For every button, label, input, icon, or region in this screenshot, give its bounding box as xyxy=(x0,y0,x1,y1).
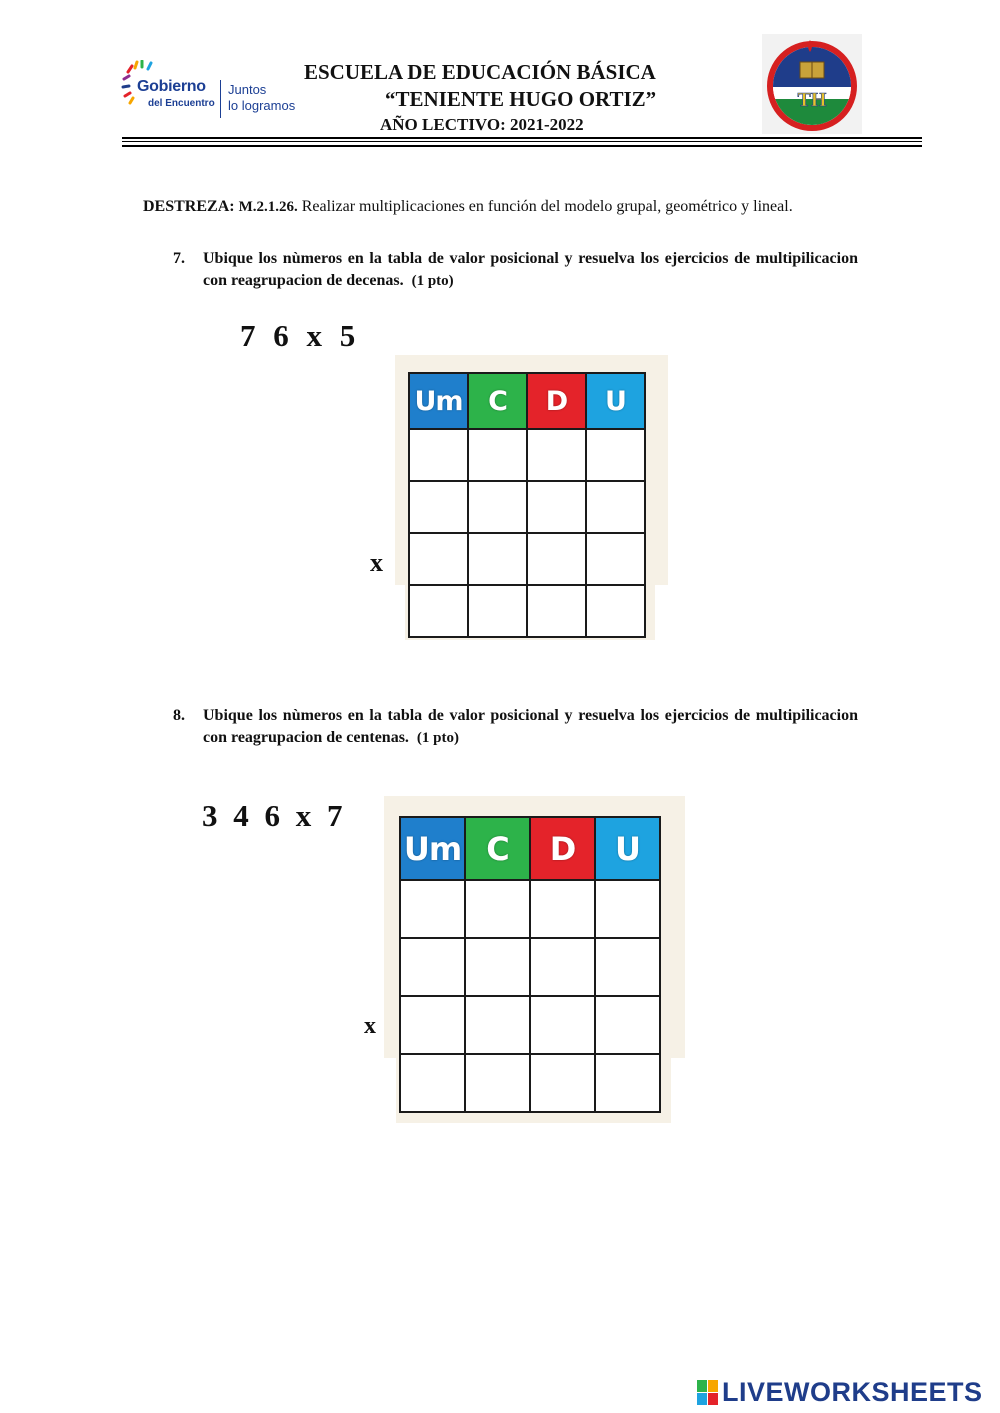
answer-row xyxy=(400,880,660,938)
header-u: U xyxy=(595,817,660,880)
answer-cell[interactable] xyxy=(527,429,586,481)
answer-cell[interactable] xyxy=(527,533,586,585)
place-value-table-7 xyxy=(408,372,646,638)
answer-cell[interactable] xyxy=(530,1054,595,1112)
answer-cell[interactable] xyxy=(595,880,660,938)
school-name-line-1: ESCUELA DE EDUCACIÓN BÁSICA xyxy=(304,60,656,84)
answer-row xyxy=(400,996,660,1054)
header-d: D xyxy=(530,817,595,880)
place-value-header-row xyxy=(409,373,645,429)
answer-cell[interactable] xyxy=(400,996,465,1054)
answer-cell[interactable] xyxy=(595,938,660,996)
answer-cell[interactable] xyxy=(595,1054,660,1112)
answer-row xyxy=(409,481,645,533)
answer-row xyxy=(409,429,645,481)
header-rule-top xyxy=(122,137,922,139)
answer-cell[interactable] xyxy=(468,429,527,481)
answer-row xyxy=(400,1054,660,1112)
header-rule-middle xyxy=(122,141,922,142)
header-c: C xyxy=(468,373,527,429)
question-points: (1 pto) xyxy=(416,730,459,746)
answer-cell[interactable] xyxy=(400,880,465,938)
destreza-paragraph xyxy=(143,196,858,218)
answer-row xyxy=(409,585,645,637)
answer-cell[interactable] xyxy=(400,1054,465,1112)
crest-letters: TH xyxy=(797,89,827,111)
place-value-table-8 xyxy=(399,816,661,1113)
answer-cell[interactable] xyxy=(465,880,530,938)
header-rule-bottom xyxy=(122,145,922,147)
school-year: AÑO LECTIVO: 2021-2022 xyxy=(380,115,584,134)
question-number: 7. xyxy=(173,250,185,267)
question-number: 8. xyxy=(173,707,185,724)
answer-cell[interactable] xyxy=(468,533,527,585)
answer-row xyxy=(400,938,660,996)
gobierno-tagline-1: Juntos xyxy=(228,82,267,97)
answer-row xyxy=(409,533,645,585)
answer-cell[interactable] xyxy=(465,1054,530,1112)
destreza-code: M.2.1.26. xyxy=(238,199,298,215)
answer-cell[interactable] xyxy=(468,585,527,637)
school-name-line-2: “TENIENTE HUGO ORTIZ” xyxy=(385,87,657,111)
header-c: C xyxy=(465,817,530,880)
answer-cell[interactable] xyxy=(409,585,468,637)
answer-cell[interactable] xyxy=(465,996,530,1054)
header-um: Um xyxy=(400,817,465,880)
answer-cell[interactable] xyxy=(527,481,586,533)
answer-cell[interactable] xyxy=(530,938,595,996)
destreza-label: DESTREZA: xyxy=(143,198,235,215)
answer-cell[interactable] xyxy=(586,429,645,481)
destreza-text: Realizar multiplicaciones en función del modelo grupal, geométrico y lineal. xyxy=(297,198,793,215)
school-crest-icon xyxy=(762,34,862,134)
question-text: Ubique los nùmeros en la tabla de valor posicional y resuelva los ejercicios de multipilicacion con reagrupacion de decenas. xyxy=(203,250,858,289)
answer-cell[interactable] xyxy=(409,429,468,481)
gobierno-logo-word: Gobierno xyxy=(137,78,206,95)
answer-cell[interactable] xyxy=(409,533,468,585)
question-points: (1 pto) xyxy=(411,273,454,289)
multiply-sign: x xyxy=(370,548,383,577)
gobierno-logo-subtitle: del Encuentro xyxy=(148,98,215,109)
header-d: D xyxy=(527,373,586,429)
question-7 xyxy=(173,248,858,292)
answer-cell[interactable] xyxy=(527,585,586,637)
liveworksheets-brand: LIVEWORKSHEETS xyxy=(722,1377,983,1407)
answer-cell[interactable] xyxy=(530,996,595,1054)
answer-cell[interactable] xyxy=(409,481,468,533)
header-u: U xyxy=(586,373,645,429)
gobierno-tagline-2: lo logramos xyxy=(228,98,296,113)
answer-cell[interactable] xyxy=(400,938,465,996)
question-text: Ubique los nùmeros en la tabla de valor posicional y resuelva los ejercicios de multipilicacion con reagrupacion de centenas. xyxy=(203,707,858,746)
multiplication-expression-8: 3 4 6 x 7 xyxy=(202,798,344,833)
answer-cell[interactable] xyxy=(595,996,660,1054)
place-value-header-row xyxy=(400,817,660,880)
liveworksheets-logo-icon xyxy=(697,1380,719,1406)
answer-cell[interactable] xyxy=(586,533,645,585)
answer-cell[interactable] xyxy=(468,481,527,533)
question-8 xyxy=(173,705,858,749)
answer-cell[interactable] xyxy=(530,880,595,938)
multiply-sign: x xyxy=(364,1013,376,1039)
answer-cell[interactable] xyxy=(465,938,530,996)
gobierno-logo-divider xyxy=(220,80,221,118)
multiplication-expression-7: 7 6 x 5 xyxy=(240,318,358,353)
header-um: Um xyxy=(409,373,468,429)
answer-cell[interactable] xyxy=(586,481,645,533)
answer-cell[interactable] xyxy=(586,585,645,637)
